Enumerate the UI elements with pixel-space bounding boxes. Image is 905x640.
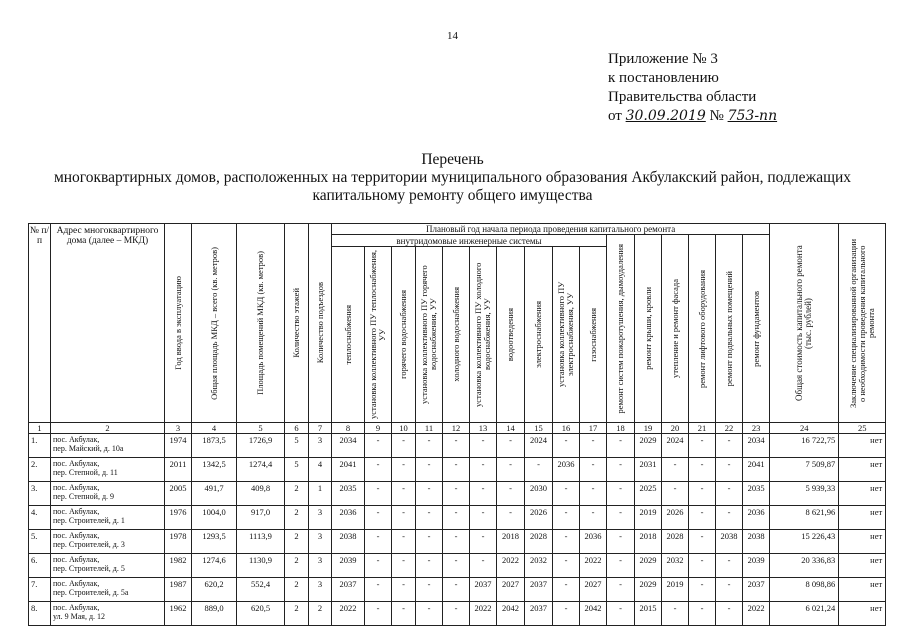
- header-address: Адрес многоквартирного дома (далее – МКД): [51, 224, 165, 423]
- cell-c15: -: [525, 458, 553, 482]
- cell-c8: 2038: [332, 530, 365, 554]
- cell-c17: 2022: [580, 554, 607, 578]
- title-line-2: многоквартирных домов, расположенных на территории муниципального образования Акбулакский район, подлежащих: [53, 169, 852, 186]
- cell-cost: 16 722,75: [770, 434, 839, 458]
- cell-c20: 2019: [662, 578, 689, 602]
- column-number: 11: [416, 423, 443, 434]
- cell-c11: -: [416, 578, 443, 602]
- header-foundation: ремонт фундаментов: [743, 235, 770, 423]
- cell-c22: -: [716, 506, 743, 530]
- cell-c20: -: [662, 602, 689, 626]
- cell-c18: -: [607, 530, 635, 554]
- cell-c21: -: [689, 434, 716, 458]
- title-line-1: Перечень: [421, 151, 484, 168]
- cell-cost: 7 509,87: [770, 458, 839, 482]
- cell-c12: -: [443, 506, 470, 530]
- table-row: [29, 530, 886, 554]
- column-number: 9: [365, 423, 392, 434]
- column-number: 13: [470, 423, 497, 434]
- cell-num: 1.: [29, 434, 51, 458]
- cell-c8: 2037: [332, 578, 365, 602]
- table-row: [29, 578, 886, 602]
- cell-c18: -: [607, 578, 635, 602]
- cell-prem: 1113,9: [237, 530, 285, 554]
- column-number: 21: [689, 423, 716, 434]
- cell-c20: -: [662, 482, 689, 506]
- table-body: [29, 434, 886, 626]
- header-meter-cold: установка коллективного ПУ холодного водоснабжения, УУ: [470, 247, 497, 423]
- cell-c22: -: [716, 578, 743, 602]
- cell-num: 6.: [29, 554, 51, 578]
- cell-c17: -: [580, 482, 607, 506]
- column-number: 1: [29, 423, 51, 434]
- cell-c13: -: [470, 482, 497, 506]
- cell-concl: нет: [839, 530, 886, 554]
- cell-num: 2.: [29, 458, 51, 482]
- address-line-1: пос. Акбулак,: [53, 579, 100, 588]
- cell-c16: 2036: [553, 458, 580, 482]
- table-row: [29, 458, 886, 482]
- table-row: [29, 482, 886, 506]
- cell-floors: 2: [285, 506, 309, 530]
- cell-c13: -: [470, 434, 497, 458]
- cell-total: 491,7: [192, 482, 237, 506]
- cell-c23: 2038: [743, 530, 770, 554]
- header-cold-water: холодного водоснабжения: [443, 247, 470, 423]
- address-cell: [51, 530, 165, 554]
- cell-c15: 2032: [525, 554, 553, 578]
- column-number: 12: [443, 423, 470, 434]
- cell-year: 1982: [165, 554, 192, 578]
- cell-c10: -: [392, 506, 416, 530]
- cell-floors: 2: [285, 602, 309, 626]
- cell-cost: 15 226,43: [770, 530, 839, 554]
- column-number: 17: [580, 423, 607, 434]
- header-meter-heat: установка коллективного ПУ теплоснабжения, УУ: [365, 247, 392, 423]
- cell-c13: -: [470, 530, 497, 554]
- header-cost: Общая стоимость капитального ремонта (тыс. рублей): [770, 224, 839, 423]
- cell-c21: -: [689, 554, 716, 578]
- cell-concl: нет: [839, 458, 886, 482]
- header-meter-electric: установка коллективного ПУ электроснабжения, УУ: [553, 247, 580, 423]
- cell-c20: -: [662, 458, 689, 482]
- cell-c12: -: [443, 434, 470, 458]
- cell-c19: 2025: [635, 482, 662, 506]
- cell-c13: 2037: [470, 578, 497, 602]
- cell-prem: 1726,9: [237, 434, 285, 458]
- header-basement: ремонт подвальных помещений: [716, 235, 743, 423]
- cell-c23: 2039: [743, 554, 770, 578]
- address-cell: [51, 506, 165, 530]
- cell-floors: 2: [285, 482, 309, 506]
- cell-c17: 2036: [580, 530, 607, 554]
- cell-ent: 2: [309, 602, 332, 626]
- cell-c10: -: [392, 554, 416, 578]
- cell-year: 1974: [165, 434, 192, 458]
- cell-ent: 3: [309, 506, 332, 530]
- appendix-line-2: к постановлению: [608, 70, 719, 86]
- cell-c12: -: [443, 578, 470, 602]
- header-electric: электроснабжения: [525, 247, 553, 423]
- header-gas: газоснабжения: [580, 247, 607, 423]
- cell-c8: 2036: [332, 506, 365, 530]
- cell-c18: -: [607, 602, 635, 626]
- cell-prem: 620,5: [237, 602, 285, 626]
- cell-concl: нет: [839, 578, 886, 602]
- column-number: 23: [743, 423, 770, 434]
- cell-total: 1293,5: [192, 530, 237, 554]
- cell-c9: -: [365, 434, 392, 458]
- cell-c15: 2026: [525, 506, 553, 530]
- cell-year: 1976: [165, 506, 192, 530]
- cell-total: 1004,0: [192, 506, 237, 530]
- table-row: [29, 554, 886, 578]
- address-line-1: пос. Акбулак,: [53, 555, 100, 564]
- cell-c20: 2026: [662, 506, 689, 530]
- cell-year: 2011: [165, 458, 192, 482]
- cell-c14: 2022: [497, 554, 525, 578]
- cell-c21: -: [689, 506, 716, 530]
- cell-cost: 8 098,86: [770, 578, 839, 602]
- cell-c19: 2019: [635, 506, 662, 530]
- cell-concl: нет: [839, 554, 886, 578]
- cell-c21: -: [689, 458, 716, 482]
- header-heating: теплоснабжения: [332, 247, 365, 423]
- header-roof: ремонт крыши, кровли: [635, 235, 662, 423]
- column-number: 3: [165, 423, 192, 434]
- column-number: 25: [839, 423, 886, 434]
- appendix-date-line: [608, 107, 777, 126]
- column-number: 15: [525, 423, 553, 434]
- cell-prem: 917,0: [237, 506, 285, 530]
- cell-c20: 2032: [662, 554, 689, 578]
- cell-concl: нет: [839, 602, 886, 626]
- handwritten-number: 753-пп: [727, 108, 778, 124]
- cell-year: 1978: [165, 530, 192, 554]
- cell-c16: -: [553, 578, 580, 602]
- cell-c10: -: [392, 458, 416, 482]
- cell-total: 1274,6: [192, 554, 237, 578]
- cell-c21: -: [689, 530, 716, 554]
- cell-prem: 552,4: [237, 578, 285, 602]
- table-row: [29, 506, 886, 530]
- cell-c15: 2030: [525, 482, 553, 506]
- cell-c17: -: [580, 434, 607, 458]
- cell-c14: 2027: [497, 578, 525, 602]
- table-row: [29, 434, 886, 458]
- cell-c23: 2022: [743, 602, 770, 626]
- cell-c11: -: [416, 602, 443, 626]
- address-cell: [51, 602, 165, 626]
- cell-c22: -: [716, 554, 743, 578]
- cell-floors: 2: [285, 578, 309, 602]
- date-prefix: от: [608, 108, 622, 124]
- cell-c17: -: [580, 506, 607, 530]
- cell-c15: 2037: [525, 578, 553, 602]
- cell-concl: нет: [839, 482, 886, 506]
- cell-ent: 3: [309, 434, 332, 458]
- cell-c19: 2031: [635, 458, 662, 482]
- cell-c20: 2024: [662, 434, 689, 458]
- cell-c9: -: [365, 530, 392, 554]
- cell-c8: 2041: [332, 458, 365, 482]
- cell-floors: 2: [285, 554, 309, 578]
- cell-c14: -: [497, 458, 525, 482]
- cell-num: 4.: [29, 506, 51, 530]
- cell-prem: 1274,4: [237, 458, 285, 482]
- address-line-2: пер. Строителей, д. 5: [53, 564, 125, 573]
- column-number: 7: [309, 423, 332, 434]
- cell-c10: -: [392, 530, 416, 554]
- cell-c16: -: [553, 482, 580, 506]
- column-number: 14: [497, 423, 525, 434]
- header-floors: Количество этажей: [285, 224, 309, 423]
- cell-c16: -: [553, 506, 580, 530]
- header-elevator: ремонт лифтового оборудования: [689, 235, 716, 423]
- column-number: 4: [192, 423, 237, 434]
- cell-c16: -: [553, 434, 580, 458]
- cell-c11: -: [416, 530, 443, 554]
- cell-c23: 2034: [743, 434, 770, 458]
- page-number: 14: [447, 30, 458, 42]
- cell-c22: -: [716, 602, 743, 626]
- cell-c10: -: [392, 578, 416, 602]
- cell-c12: -: [443, 554, 470, 578]
- cell-c16: -: [553, 554, 580, 578]
- cell-c8: 2034: [332, 434, 365, 458]
- cell-c9: -: [365, 482, 392, 506]
- cell-c9: -: [365, 554, 392, 578]
- cell-year: 1987: [165, 578, 192, 602]
- repair-table: [28, 223, 886, 626]
- cell-year: 1962: [165, 602, 192, 626]
- cell-ent: 3: [309, 530, 332, 554]
- cell-c10: -: [392, 602, 416, 626]
- cell-c13: -: [470, 554, 497, 578]
- cell-c19: 2015: [635, 602, 662, 626]
- address-line-2: пер. Степной, д. 9: [53, 492, 115, 501]
- cell-total: 1342,5: [192, 458, 237, 482]
- cell-cost: 8 621,96: [770, 506, 839, 530]
- cell-prem: 1130,9: [237, 554, 285, 578]
- address-cell: [51, 554, 165, 578]
- column-number: 18: [607, 423, 635, 434]
- cell-c16: -: [553, 530, 580, 554]
- cell-c18: -: [607, 506, 635, 530]
- cell-total: 889,0: [192, 602, 237, 626]
- number-prefix: №: [709, 108, 724, 124]
- cell-c11: -: [416, 434, 443, 458]
- column-number: 22: [716, 423, 743, 434]
- cell-c13: -: [470, 506, 497, 530]
- address-cell: [51, 434, 165, 458]
- cell-c18: -: [607, 458, 635, 482]
- cell-c23: 2041: [743, 458, 770, 482]
- cell-c15: 2037: [525, 602, 553, 626]
- document-title: [0, 151, 905, 205]
- cell-c21: -: [689, 602, 716, 626]
- header-facade: утепление и ремонт фасада: [662, 235, 689, 423]
- cell-year: 2005: [165, 482, 192, 506]
- cell-c17: 2027: [580, 578, 607, 602]
- cell-c12: -: [443, 602, 470, 626]
- address-line-2: пер. Строителей, д. 3: [53, 540, 125, 549]
- cell-c18: -: [607, 482, 635, 506]
- cell-num: 8.: [29, 602, 51, 626]
- cell-c9: -: [365, 458, 392, 482]
- cell-c11: -: [416, 458, 443, 482]
- handwritten-date: 30.09.2019: [625, 108, 706, 124]
- address-line-1: пос. Акбулак,: [53, 531, 100, 540]
- cell-ent: 1: [309, 482, 332, 506]
- cell-c19: 2029: [635, 434, 662, 458]
- cell-c11: -: [416, 554, 443, 578]
- cell-ent: 3: [309, 554, 332, 578]
- header-year: Год ввода в эксплуатацию: [165, 224, 192, 423]
- column-number: 5: [237, 423, 285, 434]
- cell-c10: -: [392, 482, 416, 506]
- appendix-block: [608, 50, 777, 126]
- cell-c17: 2042: [580, 602, 607, 626]
- address-cell: [51, 458, 165, 482]
- header-premises-area: Площадь помещений МКД (кв. метров): [237, 224, 285, 423]
- header-hot-water: горячего водоснабжения: [392, 247, 416, 423]
- cell-cost: 20 336,83: [770, 554, 839, 578]
- header-engineering: внутридомовые инженерные системы: [332, 235, 607, 247]
- address-line-2: пер. Степной, д. 11: [53, 468, 118, 477]
- cell-c22: 2038: [716, 530, 743, 554]
- cell-c17: -: [580, 458, 607, 482]
- address-cell: [51, 482, 165, 506]
- column-number-row: [29, 423, 886, 434]
- cell-floors: 2: [285, 530, 309, 554]
- address-line-1: пос. Акбулак,: [53, 603, 100, 612]
- cell-c14: -: [497, 482, 525, 506]
- cell-num: 3.: [29, 482, 51, 506]
- cell-c19: 2029: [635, 578, 662, 602]
- cell-c19: 2029: [635, 554, 662, 578]
- cell-c11: -: [416, 482, 443, 506]
- table-row: [29, 602, 886, 626]
- cell-c9: -: [365, 602, 392, 626]
- cell-c12: -: [443, 482, 470, 506]
- column-number: 19: [635, 423, 662, 434]
- address-line-2: пер. Строителей, д. 5а: [53, 588, 129, 597]
- cell-prem: 409,8: [237, 482, 285, 506]
- cell-c22: -: [716, 482, 743, 506]
- address-line-1: пос. Акбулак,: [53, 483, 100, 492]
- column-number: 8: [332, 423, 365, 434]
- cell-num: 5.: [29, 530, 51, 554]
- cell-c14: -: [497, 434, 525, 458]
- cell-c8: 2039: [332, 554, 365, 578]
- address-line-1: пос. Акбулак,: [53, 435, 100, 444]
- header-drainage: водоотведения: [497, 247, 525, 423]
- cell-ent: 4: [309, 458, 332, 482]
- cell-c22: -: [716, 458, 743, 482]
- cell-c18: -: [607, 434, 635, 458]
- cell-c23: 2037: [743, 578, 770, 602]
- address-cell: [51, 578, 165, 602]
- header-total-area: Общая площадь МКД – всего (кв. метров): [192, 224, 237, 423]
- cell-c13: 2022: [470, 602, 497, 626]
- column-number: 2: [51, 423, 165, 434]
- cell-c14: 2042: [497, 602, 525, 626]
- cell-c18: -: [607, 554, 635, 578]
- cell-c20: 2028: [662, 530, 689, 554]
- header-conclusion: Заключение специализированной организации о необходимости проведения капитального ремонта: [839, 224, 886, 423]
- cell-c15: 2028: [525, 530, 553, 554]
- cell-floors: 5: [285, 458, 309, 482]
- cell-c14: -: [497, 506, 525, 530]
- cell-ent: 3: [309, 578, 332, 602]
- address-line-1: пос. Акбулак,: [53, 507, 100, 516]
- column-number: 20: [662, 423, 689, 434]
- address-line-2: ул. 9 Мая, д. 12: [53, 612, 106, 621]
- column-number: 10: [392, 423, 416, 434]
- cell-c14: 2018: [497, 530, 525, 554]
- cell-c22: -: [716, 434, 743, 458]
- cell-c12: -: [443, 530, 470, 554]
- address-line-1: пос. Акбулак,: [53, 459, 100, 468]
- cell-c15: 2024: [525, 434, 553, 458]
- cell-c23: 2035: [743, 482, 770, 506]
- appendix-line-3: Правительства области: [608, 89, 757, 105]
- cell-c10: -: [392, 434, 416, 458]
- column-number: 16: [553, 423, 580, 434]
- cell-c21: -: [689, 578, 716, 602]
- cell-c13: -: [470, 458, 497, 482]
- header-meter-hot: установка коллективного ПУ горячего водоснабжения, УУ: [416, 247, 443, 423]
- cell-c16: -: [553, 602, 580, 626]
- title-line-3: капитальному ремонту общего имущества: [312, 187, 593, 204]
- header-fire: ремонт систем пожаротушения, дымоудаления: [607, 235, 635, 423]
- header-planned-year: Плановый год начала периода проведения капитального ремонта: [332, 224, 770, 235]
- cell-floors: 5: [285, 434, 309, 458]
- cell-concl: нет: [839, 506, 886, 530]
- column-number: 6: [285, 423, 309, 434]
- column-number: 24: [770, 423, 839, 434]
- address-line-2: пер. Майский, д. 10а: [53, 444, 124, 453]
- cell-c19: 2018: [635, 530, 662, 554]
- cell-cost: 6 021,24: [770, 602, 839, 626]
- address-line-2: пер. Строителей, д. 1: [53, 516, 125, 525]
- cell-cost: 5 939,33: [770, 482, 839, 506]
- cell-c12: -: [443, 458, 470, 482]
- cell-c8: 2022: [332, 602, 365, 626]
- header-entrances: Количество подъездов: [309, 224, 332, 423]
- cell-c23: 2036: [743, 506, 770, 530]
- cell-c9: -: [365, 578, 392, 602]
- cell-total: 620,2: [192, 578, 237, 602]
- cell-c9: -: [365, 506, 392, 530]
- header-num: № п/п: [29, 224, 51, 423]
- cell-num: 7.: [29, 578, 51, 602]
- cell-concl: нет: [839, 434, 886, 458]
- cell-c8: 2035: [332, 482, 365, 506]
- cell-c21: -: [689, 482, 716, 506]
- cell-c11: -: [416, 506, 443, 530]
- cell-total: 1873,5: [192, 434, 237, 458]
- appendix-title: Приложение № 3: [608, 51, 718, 67]
